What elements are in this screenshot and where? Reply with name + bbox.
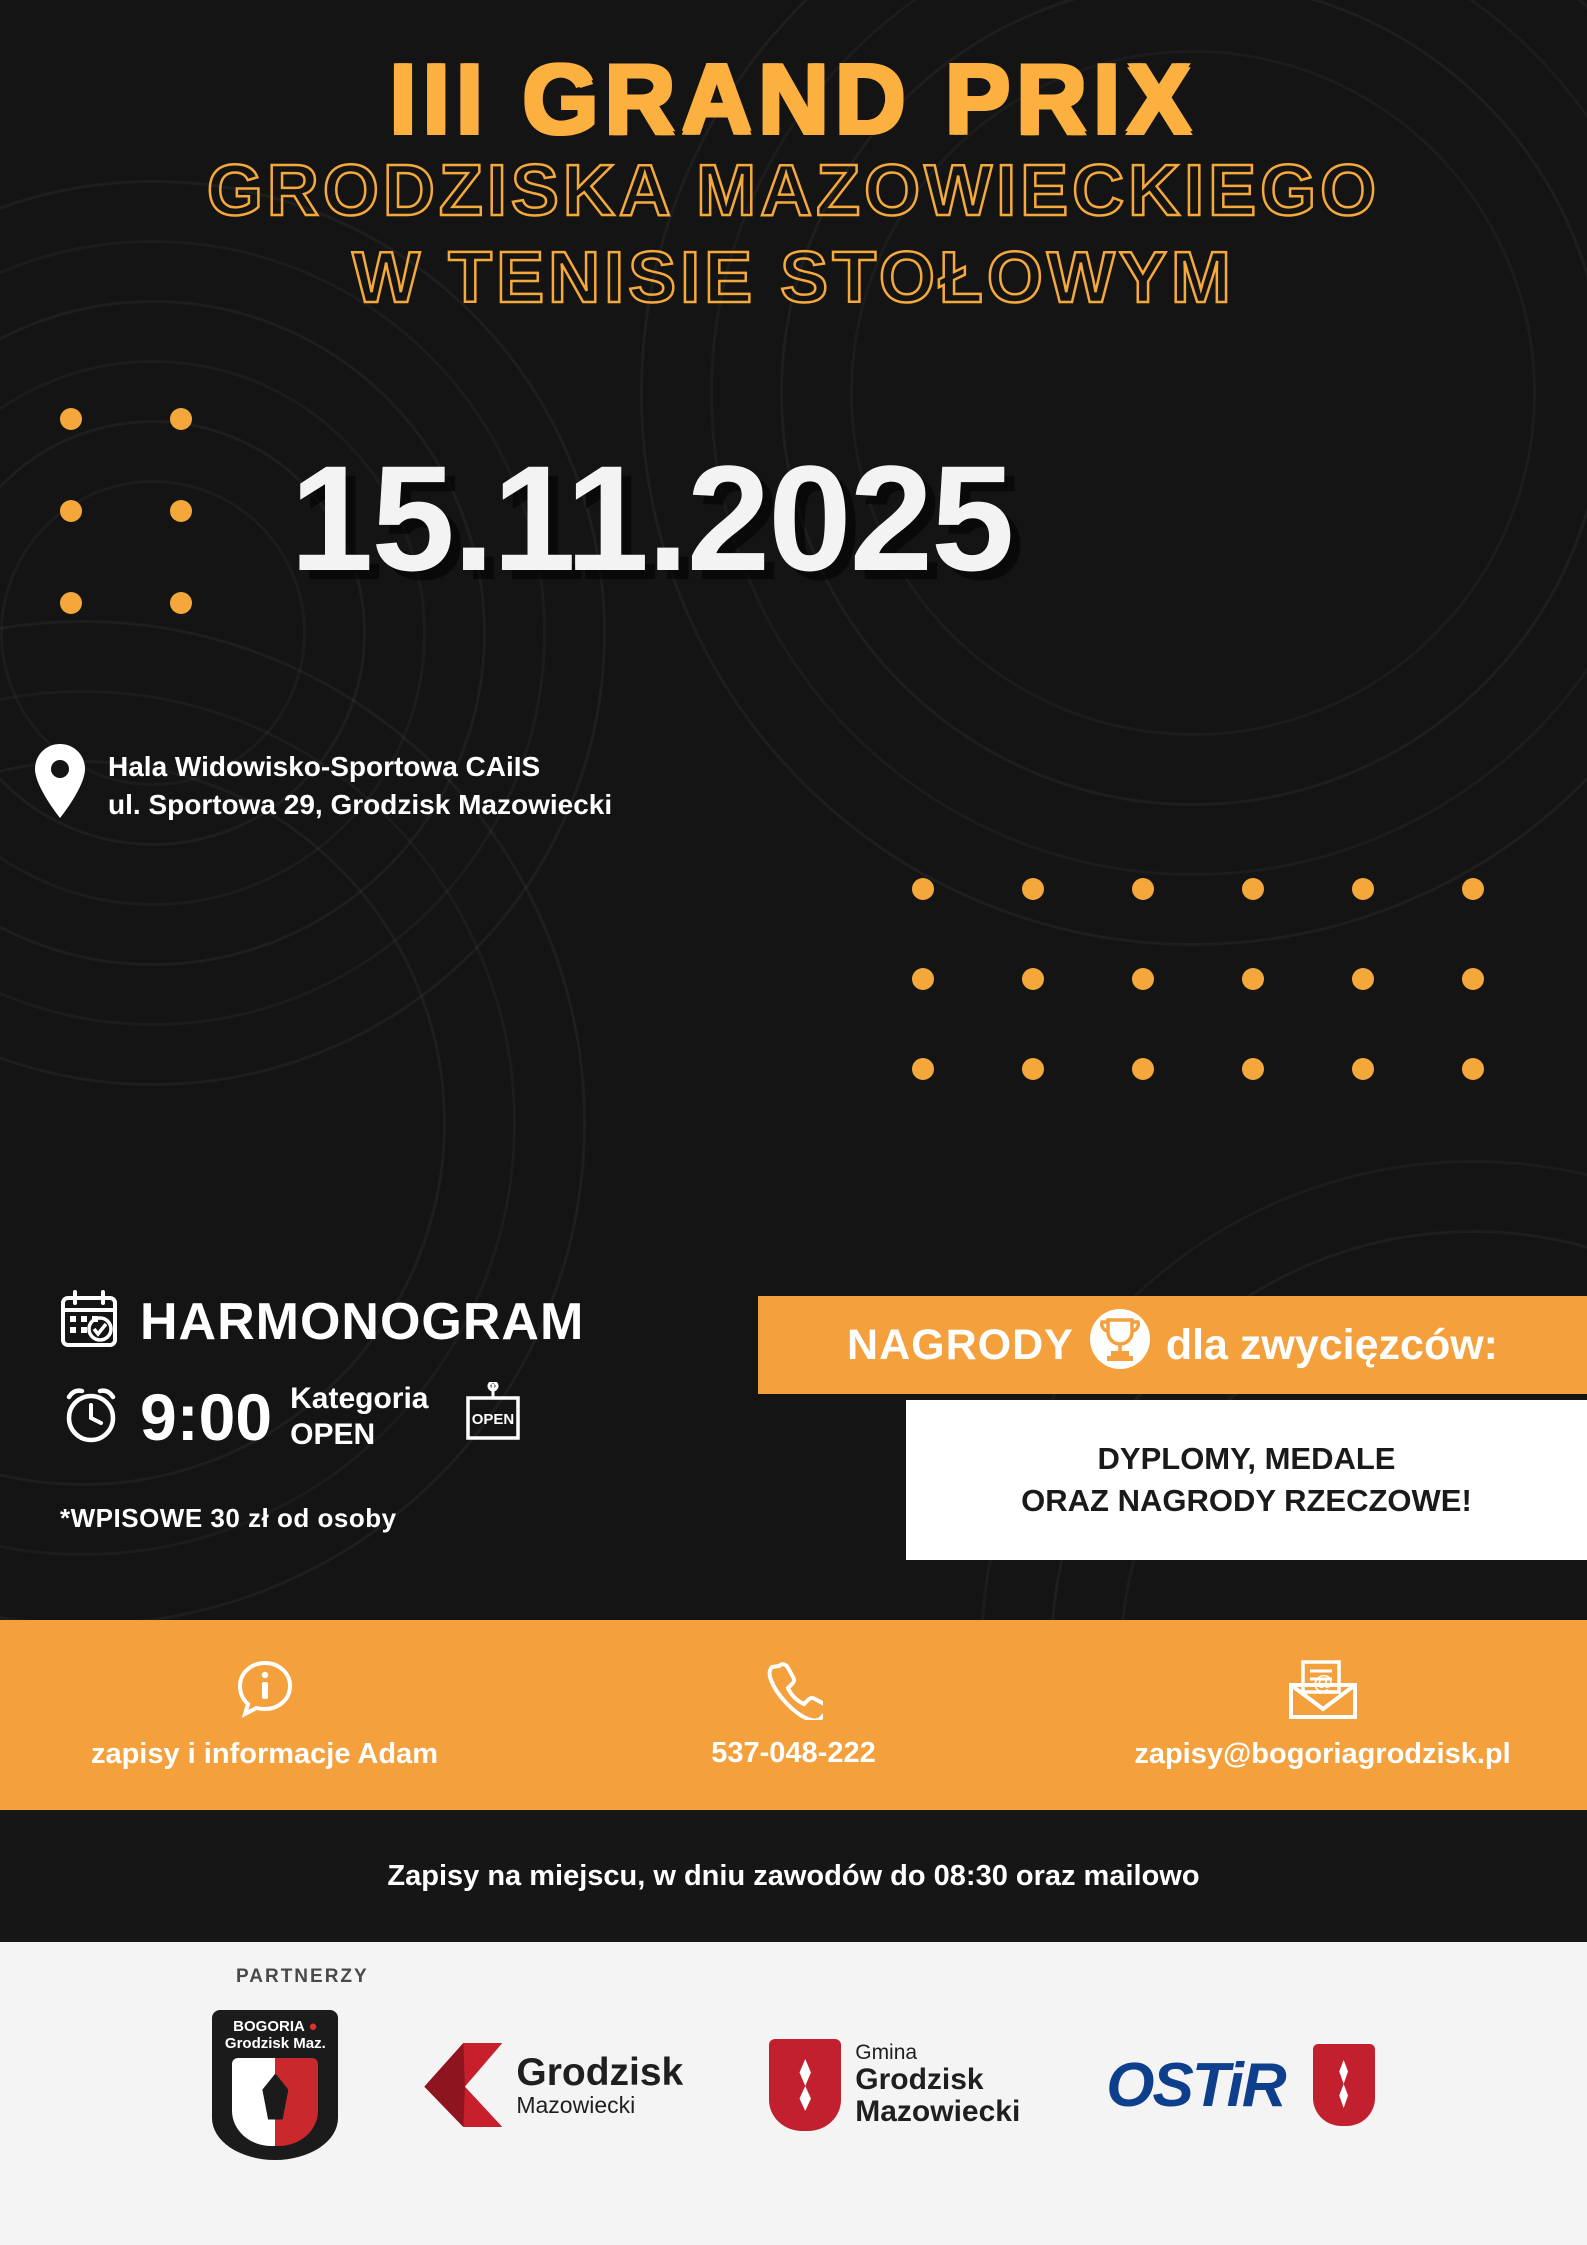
registration-notice: Zapisy na miejscu, w dniu zawodów do 08:30 oraz mailowo — [0, 1810, 1587, 1942]
contact-info — [0, 1659, 529, 1771]
partners-footer — [0, 1942, 1587, 2245]
schedule-title-row — [60, 1290, 584, 1353]
partner-logo-bogoria: BOGORIA ● Grodzisk Maz. — [212, 2010, 338, 2160]
bogoria-line-1: BOGORIA — [233, 2018, 305, 2035]
headline-line-1: III GRAND PRIX — [389, 44, 1198, 154]
partners-label: PARTNERZY — [236, 1966, 369, 1987]
dot-grid-left — [60, 408, 280, 684]
partner-logo-gmina — [769, 2039, 1020, 2131]
contact-info-label: zapisy i informacje Adam — [90, 1738, 439, 1770]
partner-logo-ostir — [1106, 2044, 1374, 2126]
prizes-box — [906, 1400, 1587, 1560]
dot-grid-right — [912, 878, 1572, 1148]
bogoria-line-2: Grodzisk Maz. — [224, 2035, 326, 2053]
gmina-line-3: Mazowiecki — [855, 2095, 1021, 2129]
contact-phone-value: 537-048-222 — [711, 1737, 876, 1769]
prizes-banner — [758, 1296, 1587, 1394]
prizes-line-2: ORAZ NAGRODY RZECZOWE! — [1021, 1483, 1472, 1518]
phone-icon — [765, 1660, 823, 1725]
email-icon — [1287, 1659, 1359, 1726]
bogoria-crest-icon — [232, 2058, 318, 2146]
entry-fee-note: *WPISOWE 30 zł od osoby — [60, 1503, 397, 1533]
schedule-time: 9:00 — [140, 1380, 273, 1454]
map-pin-icon — [30, 742, 90, 820]
schedule-title: HARMONOGRAM — [140, 1292, 585, 1351]
schedule-block — [60, 1290, 584, 1534]
location-line-2: ul. Sportowa 29, Grodzisk Mazowiecki — [108, 788, 613, 820]
gmina-shield-icon — [769, 2039, 841, 2131]
ostir-shield-icon — [1313, 2044, 1375, 2126]
contact-phone[interactable] — [529, 1660, 1058, 1770]
grodzisk-title: Grodzisk — [516, 2051, 684, 2095]
schedule-time-row — [60, 1379, 584, 1455]
grodzisk-subtitle: Mazowiecki — [516, 2092, 636, 2119]
location-text — [108, 742, 612, 824]
headline-line-3: W TENISIE STOŁOWYM — [352, 237, 1235, 318]
location-line-1: Hala Widowisko-Sportowa CAiIS — [108, 751, 541, 782]
headline-line-2: GRODZISKA MAZOWIECKIEGO — [206, 150, 1381, 231]
event-date: 15.11.2025 — [290, 434, 1013, 602]
poster-headline — [0, 44, 1587, 318]
partner-logo-grodzisk — [424, 2043, 683, 2127]
contact-email-value: zapisy@bogoriagrodzisk.pl — [1134, 1738, 1511, 1770]
schedule-category — [290, 1381, 428, 1453]
event-location — [30, 742, 612, 824]
gmina-line-2: Grodzisk — [855, 2063, 984, 2097]
category-value: OPEN — [290, 1418, 376, 1451]
partner-logos — [0, 2010, 1587, 2160]
ostir-wordmark: OSTiR — [1106, 2050, 1285, 2120]
prizes-banner-left: NAGRODY — [847, 1320, 1074, 1369]
prizes-line-1: DYPLOMY, MEDALE — [1097, 1441, 1396, 1477]
alarm-clock-icon — [60, 1384, 122, 1451]
trophy-icon — [1084, 1306, 1156, 1385]
prizes-banner-right: dla zwycięzców: — [1165, 1320, 1498, 1369]
svg-text:OPEN: OPEN — [472, 1410, 515, 1428]
gmina-line-1: Gmina — [855, 2041, 918, 2065]
info-icon — [235, 1659, 295, 1726]
contact-email[interactable] — [1058, 1659, 1587, 1771]
category-label: Kategoria — [290, 1382, 429, 1415]
grodzisk-mark-icon — [424, 2043, 502, 2127]
contact-bar — [0, 1620, 1587, 1810]
open-sign-icon — [462, 1382, 524, 1453]
calendar-icon — [60, 1290, 118, 1353]
svg-text:@: @ — [1312, 1672, 1333, 1694]
